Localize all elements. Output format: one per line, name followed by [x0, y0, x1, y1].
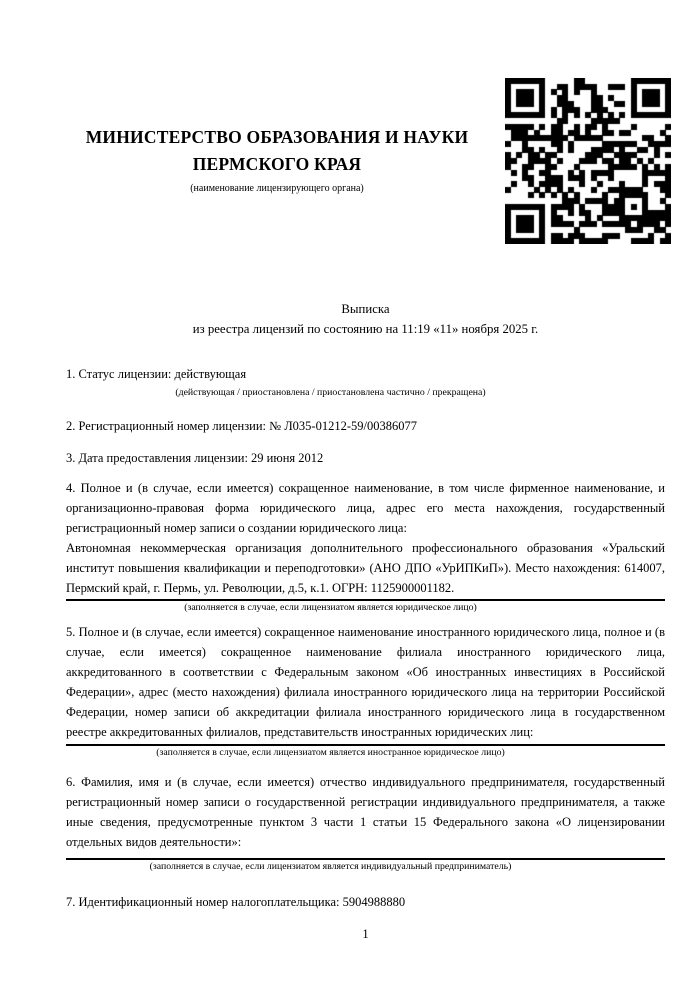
qr-code [505, 78, 671, 244]
individual-entrepreneur-note: (заполняется в случае, если лицензиатом является индивидуальный предприниматель) [149, 861, 512, 872]
field-legal-entity [66, 478, 665, 614]
legal-entity-value: Автономная некоммерческая организация дополнительного профессионального образования «Уральский институт повышения квалификации и переподготовки» (АНО ДПО «УрИПКиП»). Место нахождения: 614007, Пермский край, г. Пермь, ул. Революции, д.5, к.1. ОГРН: 1125900001182. [66, 538, 665, 601]
field-individual-entrepreneur [66, 772, 665, 873]
page-number: 1 [362, 927, 369, 941]
document-subtitle: из реестра лицензий по состоянию на 11:19 «11» ноября 2025 г. [192, 322, 539, 336]
licensing-authority-block [66, 124, 488, 195]
field-foreign-entity [66, 622, 665, 759]
legal-entity-label: 4. Полное и (в случае, если имеется) сокращенное наименование, в том числе фирменное наименование, и организационно-правовая форма юридического лица, адрес его места нахождения, государственный регистрационный номер записи о создании юридического лица: [66, 481, 665, 535]
foreign-entity-label: 5. Полное и (в случае, если имеется) сокращенное наименование иностранного юридического лица, полное и (в случае, если имеется) сокращенное наименование филиала иностранного юридического лица, аккредитованного в соответствии с Федеральным законом «Об иностранных инвестициях в Российской Федерации», адрес (место нахождения) филиала иностранного юридического лица на территории Российской Федерации, номер записи об аккредитации филиала иностранного юридического лица в государственном реестре аккредитованных филиалов, представительств иностранных юридических лиц: [66, 625, 665, 739]
legal-entity-note: (заполняется в случае, если лицензиатом является юридическое лицо) [184, 602, 477, 613]
license-status-note: (действующая / приостановлена / приостановлена частично / прекращена) [175, 387, 486, 398]
field-registration-number [66, 417, 665, 435]
license-status-text: 1. Статус лицензии: действующая [66, 367, 247, 381]
registration-number-text: 2. Регистрационный номер лицензии: № Л035-01212-59/00386077 [66, 419, 417, 433]
document-title-block [66, 299, 665, 339]
ministry-caption: (наименование лицензирующего органа) [190, 183, 364, 194]
ministry-name-line2: ПЕРМСКОГО КРАЯ [192, 154, 362, 174]
license-date-text: 3. Дата предоставления лицензии: 29 июня 2012 [66, 451, 324, 465]
ministry-name-line1: МИНИСТЕРСТВО ОБРАЗОВАНИЯ И НАУКИ [85, 127, 469, 147]
foreign-entity-note: (заполняется в случае, если лицензиатом является иностранное юридическое лицо) [156, 747, 505, 758]
extract-fields [66, 365, 665, 943]
document-title: Выписка [341, 302, 390, 316]
taxpayer-number-text: 7. Идентификационный номер налогоплательщика: 5904988880 [66, 895, 406, 909]
field-taxpayer-number [66, 893, 665, 911]
field-license-status [66, 365, 665, 399]
individual-entrepreneur-label: 6. Фамилия, имя и (в случае, если имеется) отчество индивидуального предпринимателя, государственный регистрационный номер записи о государственной регистрации индивидуального предпринимателя, а также иные сведения, предусмотренные пунктом 3 части 1 статьи 15 Федерального закона «О лицензировании отдельных видов деятельности»: [66, 775, 665, 849]
field-license-date [66, 449, 665, 467]
